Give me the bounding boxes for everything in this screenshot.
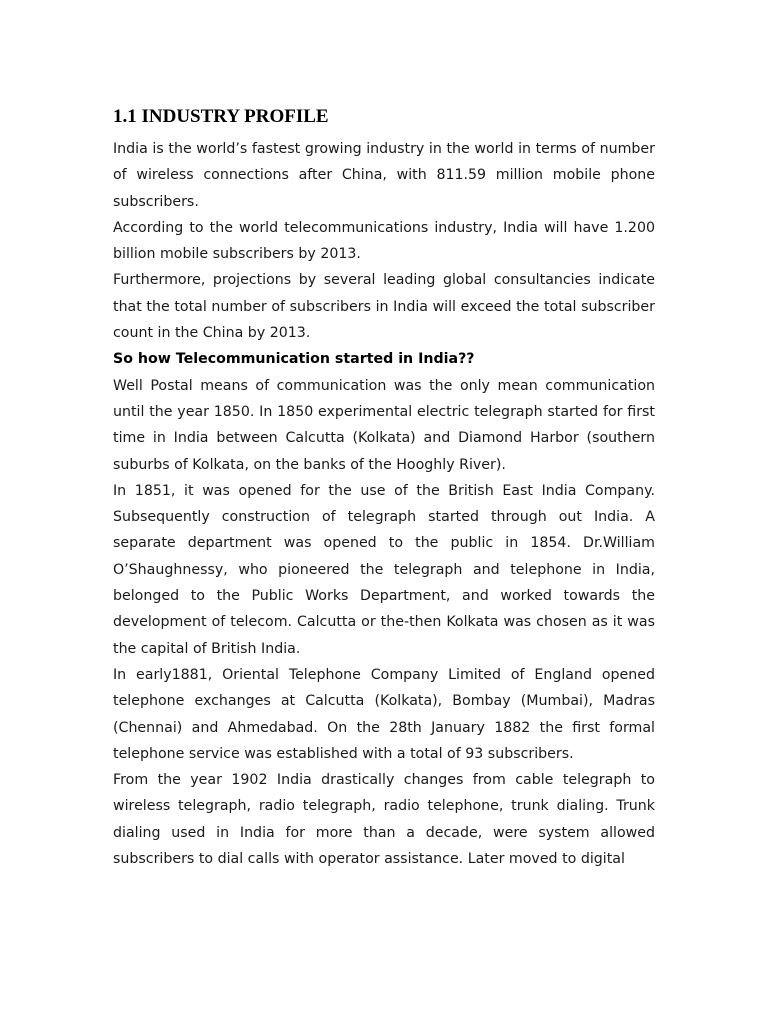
history-paragraph-1: Well Postal means of communication was the only mean communication until the year 1850. In 1850 experimental electric telegraph started for first time in India between Calcutta (Kolkata) and Diamond Harbor (southern suburbs of Kolkata, on the banks of the Hooghly River). bbox=[113, 377, 655, 473]
history-paragraph-3: In early1881, Oriental Telephone Company Limited of England opened telephone exchanges at Calcutta (Kolkata), Bombay (Mumbai), Madras (Chennai) and Ahmedabad. On the 28th January 1882 the first formal telephone service was established with a total of 93 subscribers. bbox=[113, 666, 655, 762]
history-subheading: So how Telecommunication started in India?? bbox=[113, 351, 475, 368]
intro-paragraph-1: India is the world’s fastest growing industry in the world in terms of number of wireless connections after China, with 811.59 million mobile phone subscribers. bbox=[113, 141, 655, 210]
section-heading: 1.1 INDUSTRY PROFILE bbox=[113, 106, 329, 127]
intro-paragraph-2: According to the world telecommunications industry, India will have 1.200 billion mobile subscribers by 2013. bbox=[113, 219, 655, 263]
intro-paragraph-3: Furthermore, projections by several leading global consultancies indicate that the total number of subscribers in India will exceed the total subscriber count in the China by 2013. bbox=[113, 272, 655, 342]
history-paragraph-4: From the year 1902 India drastically changes from cable telegraph to wireless telegraph, radio telegraph, radio telephone, trunk dialing. Trunk dialing used in India for more than a decade, were system allowed subscribers to dial calls with operator assistance. Later moved to digital bbox=[113, 772, 655, 868]
history-paragraph-2: In 1851, it was opened for the use of the British East India Company. Subsequently construction of telegraph started through out India. A separate department was opened to the public in 1854. Dr.William O’Shaughnessy, who pioneered the telegraph and telephone in India, belonged to the Public Works Department, and worked towards the development of telecom. Calcutta or the-then Kolkata was chosen as it was the capital of British India. bbox=[113, 482, 655, 657]
document-body bbox=[113, 104, 655, 872]
